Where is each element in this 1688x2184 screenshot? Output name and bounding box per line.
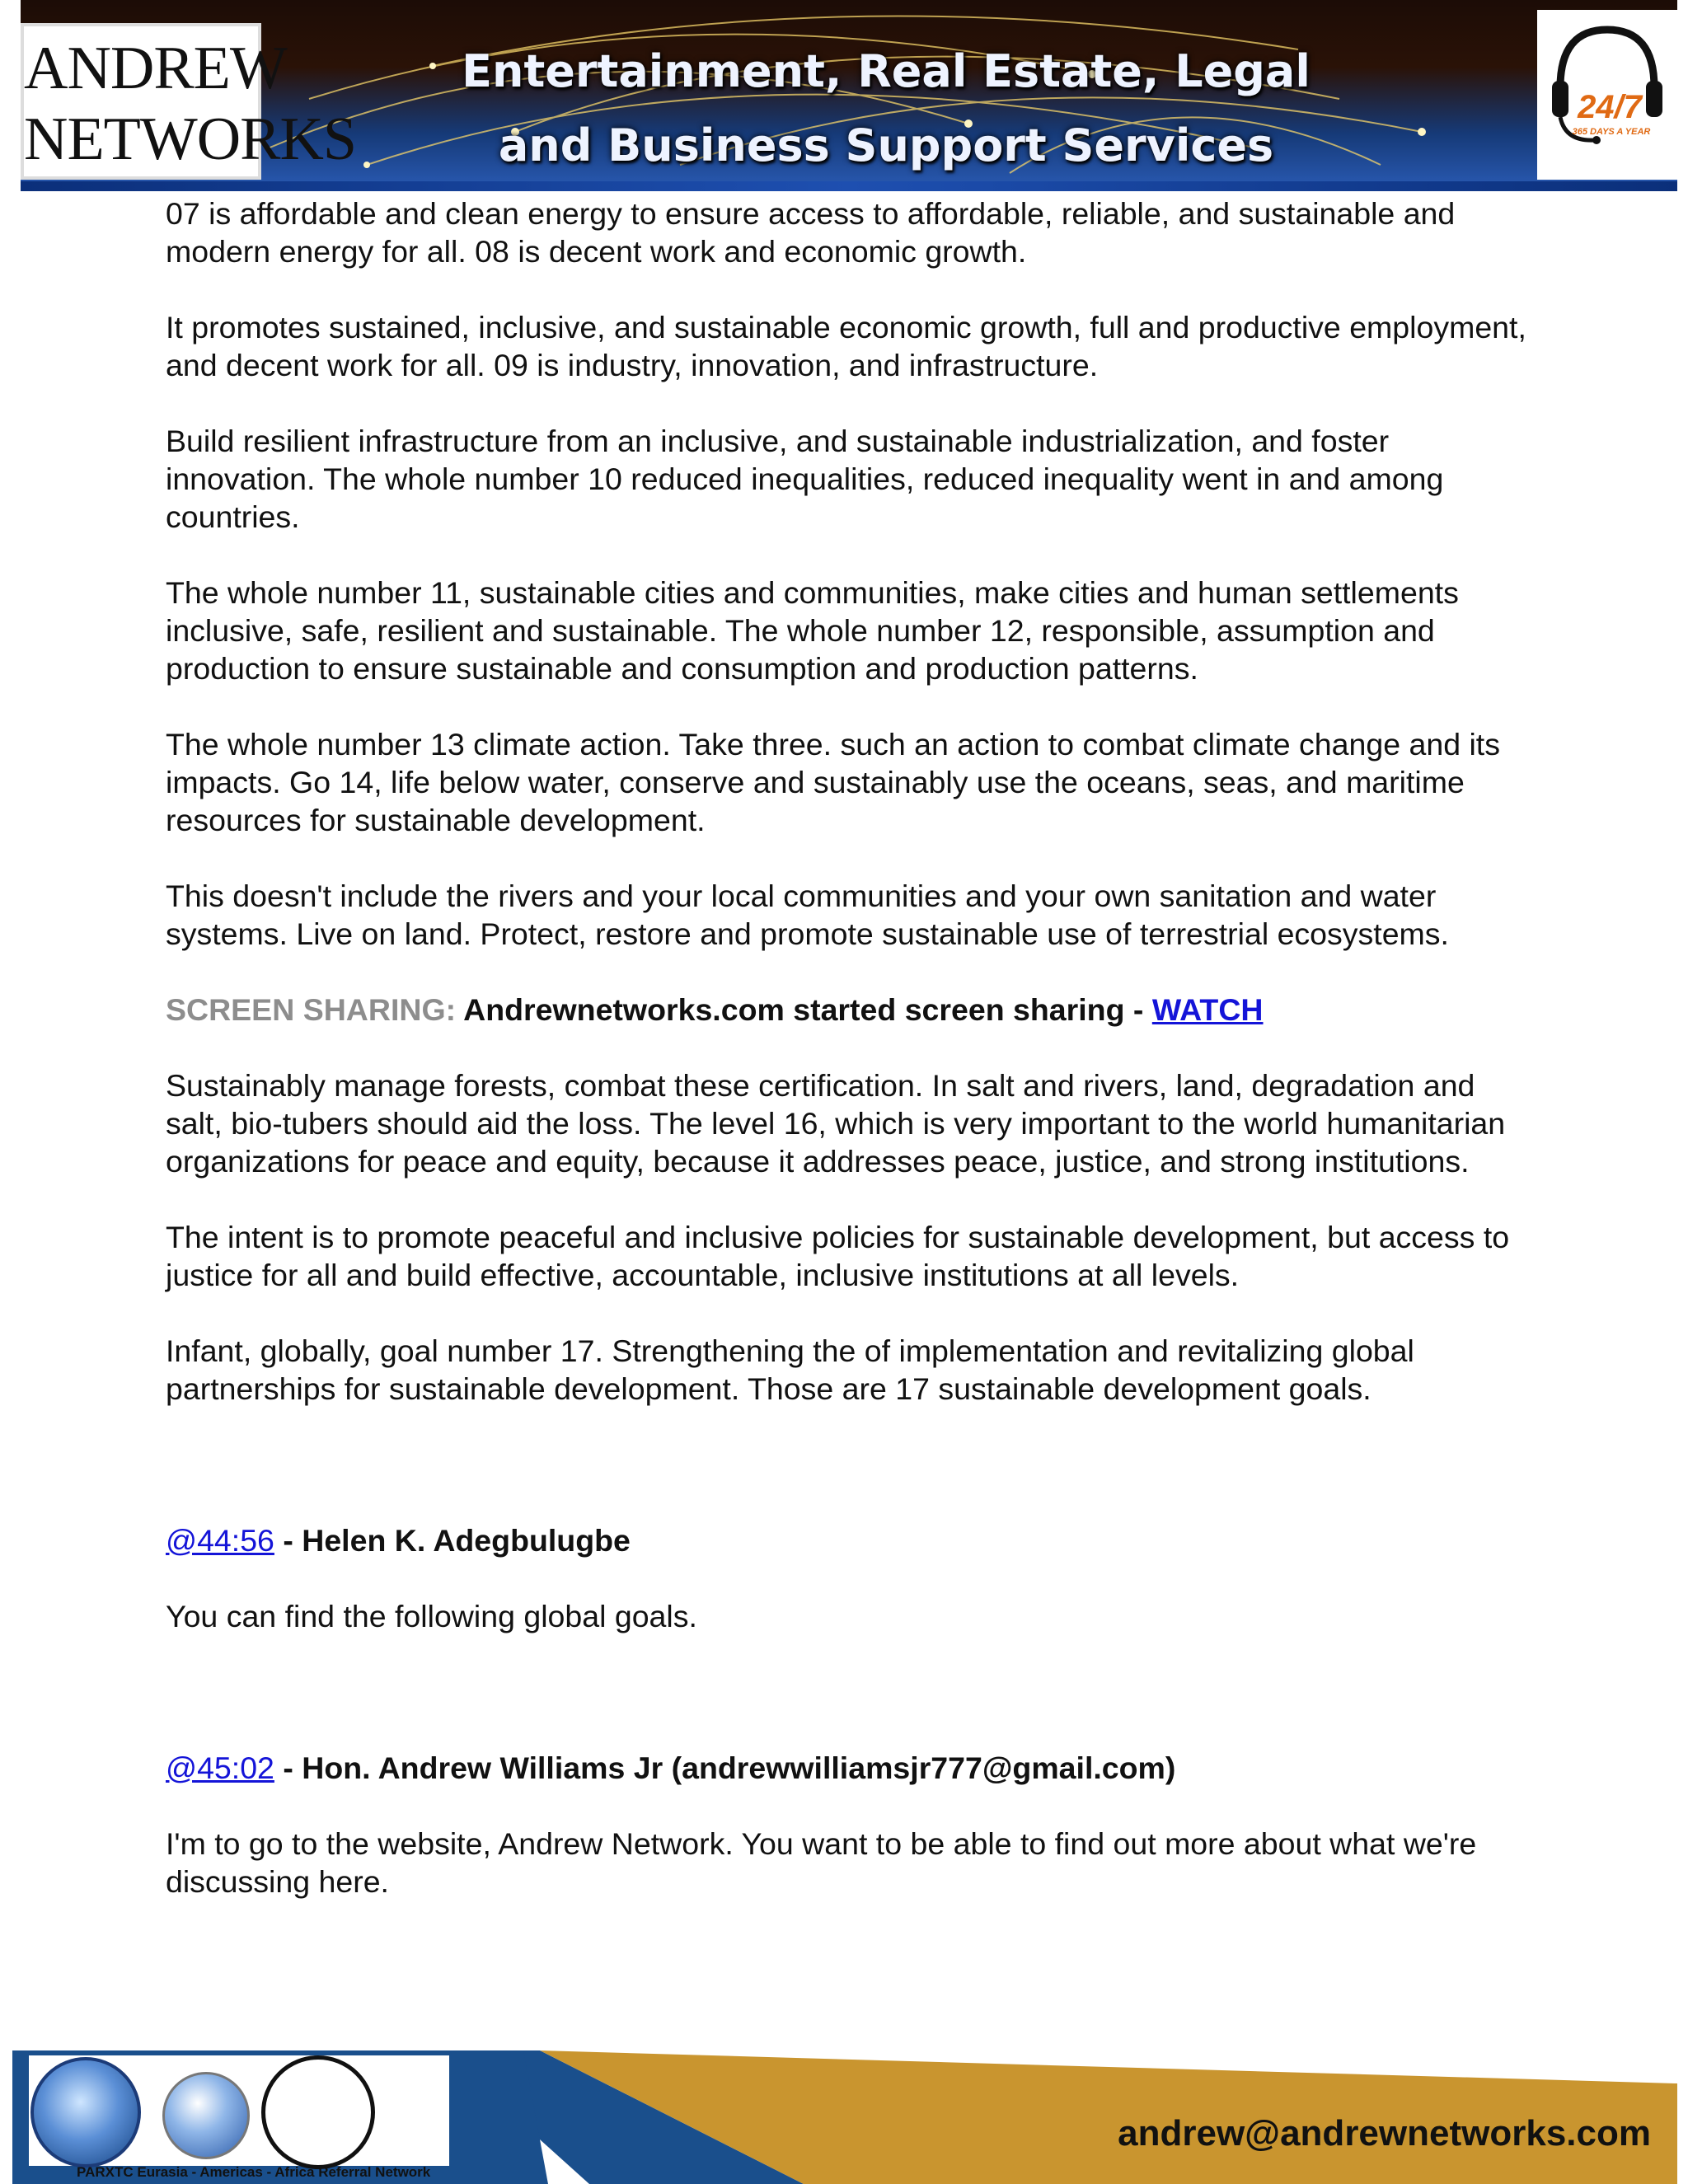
timestamp-link[interactable]: @44:56: [166, 1523, 274, 1558]
globe-logo-2: [162, 2072, 250, 2159]
paragraph: The whole number 13 climate action. Take three. such an action to combat climate change and its impacts. Go 14, life below water, conserve and sustainably use the oceans, seas, and maritime resources for sustainable development.: [166, 727, 1500, 837]
footer-network-label: PARXTC Eurasia - Americas - Africa Referral Network: [77, 2164, 431, 2180]
paragraph: Infant, globally, goal number 17. Strengthening the of implementation and revitalizing global partnerships for sustainable development. Those are 17 sustainable development goals.: [166, 1333, 1414, 1406]
speaker-heading: [166, 1749, 1534, 1787]
speaker-text: I'm to go to the website, Andrew Network. You want to be able to find out more about what we're discussing here.: [166, 1826, 1477, 1899]
transcript-content: [166, 194, 1534, 1938]
paragraph: Sustainably manage forests, combat these certification. In salt and rivers, land, degradation and salt, bio-tubers should aid the loss. The level 16, which is very important to the world humanitarian organizations for peace and equity, because it addresses peace, justice, and strong institutions.: [166, 1068, 1506, 1179]
screen-sharing-notice: [166, 991, 1534, 1029]
footer-email[interactable]: andrew@andrewnetworks.com: [1118, 2113, 1651, 2154]
globe-logo-1: [30, 2057, 141, 2168]
timestamp-link[interactable]: @45:02: [166, 1750, 274, 1785]
speaker-separator: -: [274, 1523, 302, 1558]
logo-line-1: ANDREW: [24, 35, 287, 102]
andrew-networks-logo: [21, 23, 357, 180]
badge-365-text: 365 DAYS A YEAR: [1572, 127, 1651, 137]
paragraph: The whole number 11, sustainable cities and communities, make cities and human settlements inclusive, safe, resilient and sustainable. The whole number 12, responsible, assumption and production to ensure sustainable and consumption and production patterns.: [166, 575, 1459, 686]
paragraph: 07 is affordable and clean energy to ensure access to affordable, reliable, and sustainable and modern energy for all. 08 is decent work and economic growth.: [166, 196, 1456, 269]
paragraph: It promotes sustained, inclusive, and sustainable economic growth, full and productive employment, and decent work for all. 09 is industry, innovation, and infrastructure.: [166, 310, 1526, 382]
speaker-heading: [166, 1521, 1534, 1559]
support-badge: [1537, 10, 1677, 180]
banner-title: [449, 35, 1323, 183]
speaker-name: Hon. Andrew Williams Jr (andrewwilliamsjr777@gmail.com): [302, 1750, 1176, 1785]
header-banner: [21, 0, 1677, 191]
footer-banner: [12, 2050, 1677, 2184]
banner-title-line-2: and Business Support Services: [498, 120, 1274, 171]
paragraph: The intent is to promote peaceful and inclusive policies for sustainable development, but access to justice for all and build effective, accountable, inclusive institutions at all levels.: [166, 1220, 1510, 1292]
speaker-text: You can find the following global goals.: [166, 1599, 697, 1633]
paragraph: This doesn't include the rivers and your local communities and your own sanitation and water systems. Live on land. Protect, restore and promote sustainable use of terrestrial ecosystems.: [166, 879, 1449, 951]
banner-title-line-1: Entertainment, Real Estate, Legal: [462, 45, 1311, 97]
logo-line-2: NETWORKS: [24, 105, 357, 173]
spacer: [166, 1446, 1534, 1521]
screen-sharing-label: SCREEN SHARING:: [166, 992, 457, 1027]
andrewnetworks-seal: [261, 2055, 375, 2169]
speaker-separator: -: [274, 1750, 302, 1785]
badge-247-text: 24/7: [1578, 89, 1642, 125]
paragraph: Build resilient infrastructure from an inclusive, and sustainable industrialization, and foster innovation. The whole number 10 reduced inequalities, reduced inequality went in and among countries.: [166, 424, 1444, 534]
watch-link[interactable]: WATCH: [1151, 992, 1264, 1027]
speaker-name: Helen K. Adegbulugbe: [302, 1523, 631, 1558]
screen-sharing-text: Andrewnetworks.com started screen sharing -: [456, 992, 1152, 1027]
spacer: [166, 1673, 1534, 1749]
